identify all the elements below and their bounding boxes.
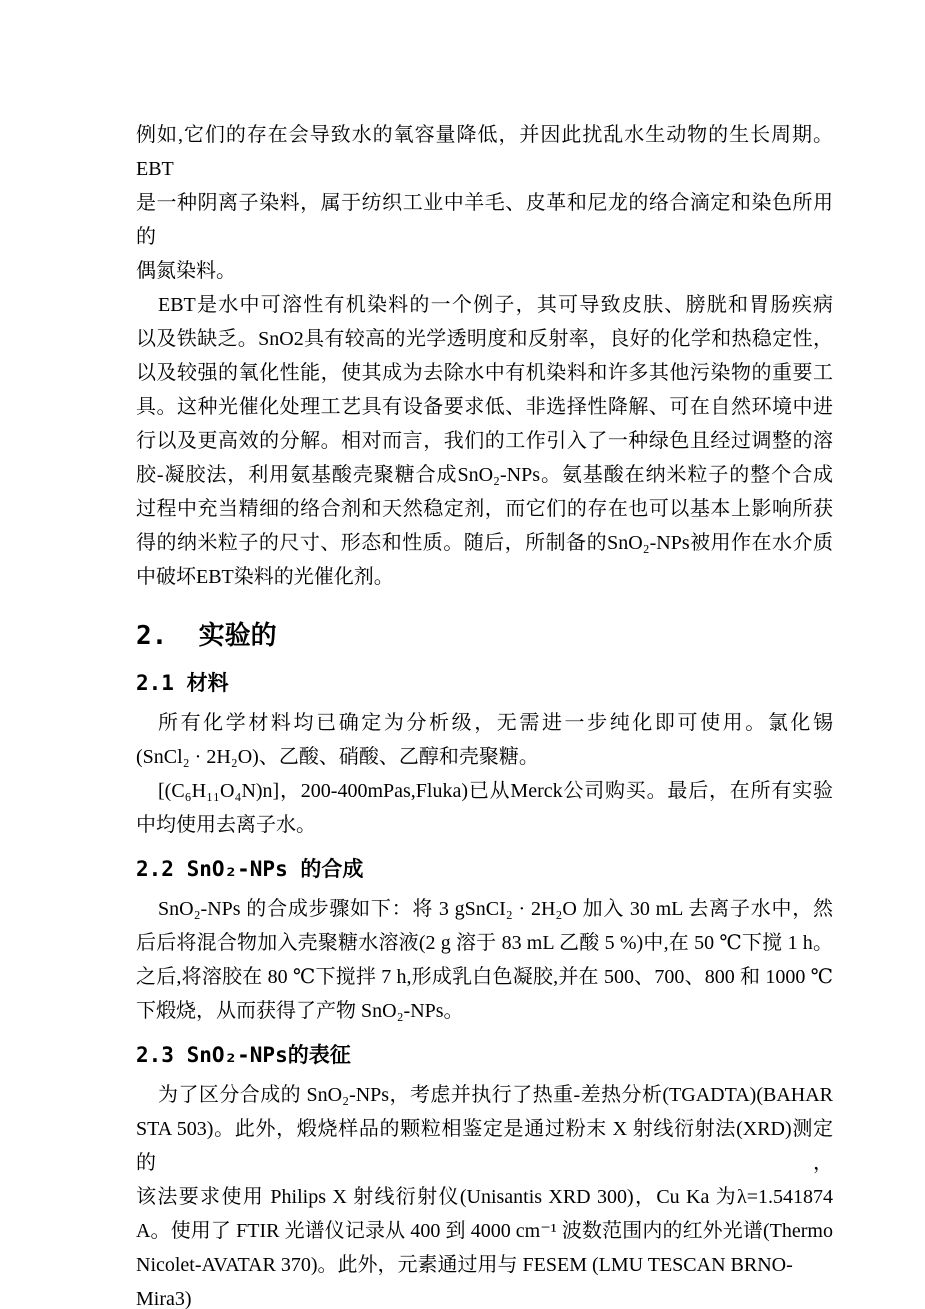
section-heading-2.1: 2.1 材料 xyxy=(136,671,229,695)
text-line: 是一种阴离子染料，属于纺织工业中羊毛、皮革和尼龙的络合滴定和染色所用的 xyxy=(136,192,833,248)
document-text-block xyxy=(136,118,833,1309)
text-line: 下煅烧，从而获得了产物 SnO₂-NPs。 xyxy=(136,1000,464,1022)
text-line: 例如,它们的存在会导致水的氧容量降低，并因此扰乱水生动物的生长周期。EBT xyxy=(136,124,833,180)
text-line: 以及较强的氧化性能，使其成为去除水中有机染料和许多其他污染物的重要工 xyxy=(136,362,833,384)
text-line: 该法要求使用 Philips X 射线衍射仪(Unisantis XRD 300)，Cu Ka 为λ=1.541874 xyxy=(136,1186,833,1208)
text-line: 得的纳米粒子的尺寸、形态和性质。随后，所制备的SnO₂-NPs被用作在水介质 xyxy=(136,532,833,554)
text-line: 中破坏EBT染料的光催化剂。 xyxy=(136,566,394,588)
text-line: 后后将混合物加入壳聚糖水溶液(2 g 溶于 83 mL 乙酸 5 %)中,在 50 ℃下搅 1 h。 xyxy=(136,932,833,954)
text-line: 以及铁缺乏。SnO2具有较高的光学透明度和反射率，良好的化学和热稳定性， xyxy=(136,328,833,350)
section-heading-2.3: 2.3 SnO₂-NPs的表征 xyxy=(136,1043,351,1067)
text-line: [(C₆H₁₁O₄N)n]，200-400mPas,Fluka)已从Merck公司购买。最后，在所有实验 xyxy=(158,780,833,802)
section-heading-2.2: 2.2 SnO₂-NPs 的合成 xyxy=(136,857,364,881)
paragraph xyxy=(136,288,833,594)
paragraph xyxy=(136,1078,833,1309)
text-line: Nicolet-AVATAR 370)。此外，元素通过用与 FESEM (LMU TESCAN BRNO-Mira3) xyxy=(136,1254,793,1309)
text-line: 为了区分合成的 SnO₂-NPs，考虑并执行了热重-差热分析(TGADTA)(BAHAR xyxy=(158,1084,833,1106)
text-line: 所有化学材料均已确定为分析级，无需进一步纯化即可使用。氯化锡 xyxy=(158,712,833,734)
text-line: 偶氮染料。 xyxy=(136,260,236,282)
paragraph xyxy=(136,706,833,774)
section-heading-2: 2. 实验的 xyxy=(136,621,277,651)
text-line: SnO₂-NPs 的合成步骤如下：将 3 gSnCI₂ · 2H₂O 加入 30 mL 去离子水中，然 xyxy=(158,898,833,920)
text-line: 中均使用去离子水。 xyxy=(136,814,316,836)
text-line: EBT是水中可溶性有机染料的一个例子，其可导致皮肤、膀胱和胃肠疾病 xyxy=(158,294,833,316)
text-line: A。使用了 FTIR 光谱仪记录从 400 到 4000 cm⁻¹ 波数范围内的红外光谱(Thermo xyxy=(136,1220,833,1242)
text-line: 之后,将溶胶在 80 ℃下搅拌 7 h,形成乳白色凝胶,并在 500、700、800 和 1000 ℃ xyxy=(136,966,833,988)
text-line: 具。这种光催化处理工艺具有设备要求低、非选择性降解、可在自然环境中进 xyxy=(136,396,833,418)
paragraph xyxy=(136,774,833,842)
text-line: 行以及更高效的分解。相对而言，我们的工作引入了一种绿色且经过调整的溶 xyxy=(136,430,833,452)
paragraph xyxy=(136,118,833,288)
text-line: 胶-凝胶法，利用氨基酸壳聚糖合成SnO₂-NPs。氨基酸在纳米粒子的整个合成 xyxy=(136,464,833,486)
paragraph xyxy=(136,892,833,1028)
text-line: STA 503)。此外，煅烧样品的颗粒相鉴定是通过粉末 X 射线衍射法(XRD)测定的， xyxy=(136,1118,833,1174)
text-line: (SnCl₂ · 2H₂O)、乙酸、硝酸、乙醇和壳聚糖。 xyxy=(136,746,539,768)
text-line: 过程中充当精细的络合剂和天然稳定剂，而它们的存在也可以基本上影响所获 xyxy=(136,498,833,520)
